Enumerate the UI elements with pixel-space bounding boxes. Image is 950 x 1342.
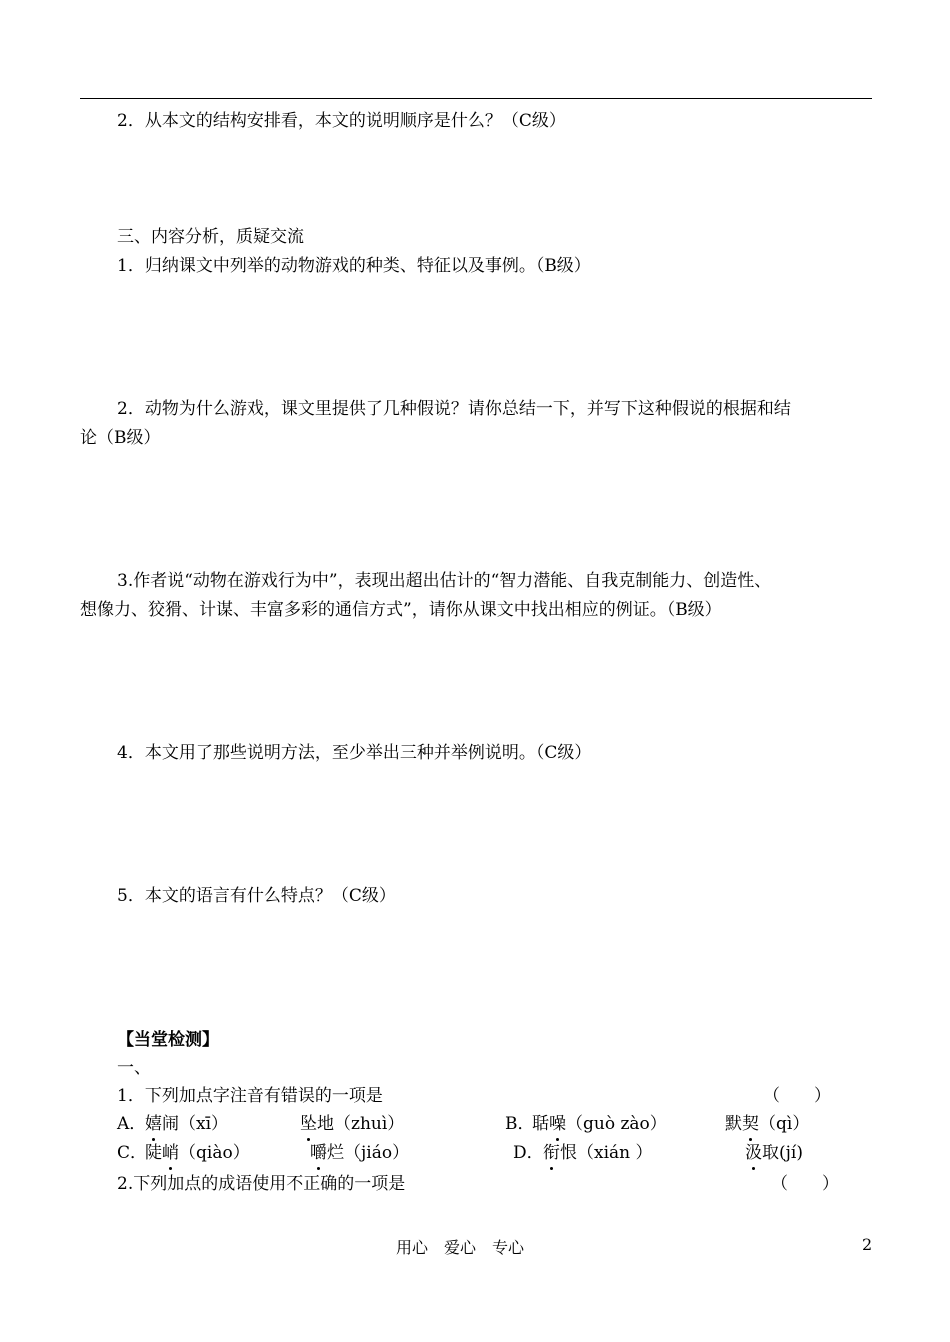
question-3-3-line1: 3.作者说“动物在游戏行为中”，表现出超出估计的“智力潜能、自我克制能力、创造性、: [117, 571, 772, 591]
option-c-item-1: [145, 1143, 250, 1163]
option-text: 闹（xī）: [162, 1114, 229, 1134]
check-question-1-bracket: （ ）: [763, 1086, 831, 1106]
option-a-label: A．: [117, 1114, 147, 1134]
option-text: 默: [725, 1114, 742, 1134]
option-text: 聒: [532, 1114, 549, 1134]
dotted-char: 衔: [543, 1143, 560, 1163]
check-heading: 【当堂检测】: [117, 1030, 219, 1050]
option-text: （qiào）: [179, 1143, 250, 1163]
question-3-5: 5．本文的语言有什么特点？（C级）: [117, 886, 396, 906]
dotted-char: 噪: [549, 1114, 566, 1134]
question-2-structure: 2．从本文的结构安排看，本文的说明顺序是什么？（C级）: [117, 111, 566, 131]
question-3-2-line2: 论（B级）: [80, 428, 161, 448]
question-3-3-line2: 想像力、狡猾、计谋、丰富多彩的通信方式”，请你从课文中找出相应的例证。（B级）: [80, 600, 722, 620]
dotted-char: 嚼: [310, 1143, 327, 1163]
option-text: （qì）: [759, 1114, 810, 1134]
footer-slogan: 用心 爱心 专心: [396, 1238, 525, 1257]
dotted-char: 汲: [745, 1143, 762, 1163]
question-3-4: 4．本文用了那些说明方法，至少举出三种并举例说明。（C级）: [117, 743, 592, 763]
option-d-label: D．: [513, 1143, 544, 1163]
dotted-char: 契: [742, 1114, 759, 1134]
option-a-item-2: [300, 1114, 404, 1134]
option-d-item-1: [543, 1143, 653, 1163]
check-question-1: 1．下列加点字注音有错误的一项是: [117, 1086, 383, 1106]
check-question-2-bracket: （ ）: [771, 1174, 839, 1194]
header-rule: [80, 98, 872, 99]
option-text: （guò zào）: [566, 1114, 667, 1134]
option-c-label: C．: [117, 1143, 148, 1163]
page-number: 2: [862, 1235, 873, 1254]
option-b-label: B．: [505, 1114, 535, 1134]
option-text: 恨（xián ）: [560, 1143, 653, 1163]
check-question-2: 2.下列加点的成语使用不正确的一项是: [117, 1174, 406, 1194]
option-d-item-2: [745, 1143, 803, 1163]
dotted-char: 坠: [300, 1114, 317, 1134]
option-b-item-1: [532, 1114, 667, 1134]
section-3-heading: 三、内容分析，质疑交流: [117, 227, 304, 247]
question-3-2-line1: 2．动物为什么游戏，课文里提供了几种假说？请你总结一下，并写下这种假说的根据和结: [117, 399, 791, 419]
option-b-item-2: [725, 1114, 809, 1134]
dotted-char: 嬉: [145, 1114, 162, 1134]
option-text: 烂（jiáo）: [327, 1143, 410, 1163]
option-text: 地（zhuì）: [317, 1114, 405, 1134]
option-a-item-1: [145, 1114, 228, 1134]
option-text: 陡: [145, 1143, 162, 1163]
dotted-char: 峭: [162, 1143, 179, 1163]
question-3-1: 1．归纳课文中列举的动物游戏的种类、特征以及事例。（B级）: [117, 256, 591, 276]
option-c-item-2: [310, 1143, 409, 1163]
option-text: 取(jí): [762, 1143, 803, 1163]
check-part-1: 一、: [117, 1058, 151, 1078]
